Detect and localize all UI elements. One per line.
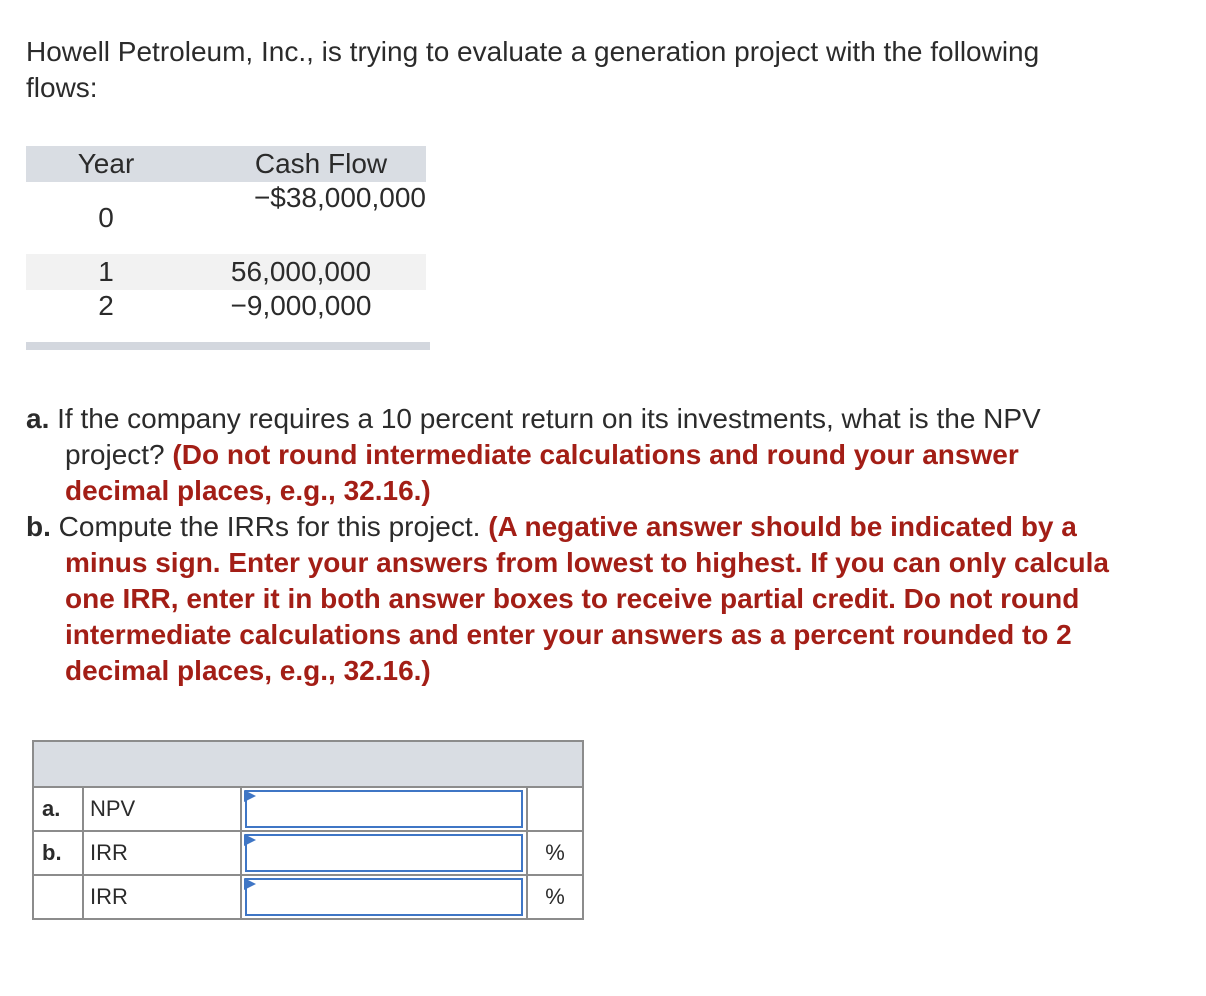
problem-intro [26,34,1196,106]
question-b [26,509,1206,689]
question-a-label: a. [26,403,50,434]
cash-flow-cell-0: −$38,000,000 [253,182,426,213]
answer-row-npv [33,787,583,831]
question-a-instruction-line-2: decimal places, e.g., 32.16.) [65,475,431,506]
year-cell-0: 0 [98,202,114,233]
cash-flow-table [26,144,430,352]
cash-flow-bottom-rule [26,342,430,350]
question-b-text: Compute the IRRs for this project. [58,511,489,542]
answer-row-irr-1 [33,831,583,875]
row-label: IRR [83,875,241,919]
npv-input-cell [241,787,527,831]
answer-table-header [33,741,583,787]
irr-2-input[interactable] [245,878,523,916]
input-flag-icon [244,878,256,890]
question-b-instruction-line-4: intermediate calculations and enter your answers as a percent rounded to 2 [65,619,1072,650]
year-cell-1: 1 [98,256,114,287]
percent-unit: % [527,831,583,875]
question-a [26,401,1206,509]
header-year: Year [77,148,135,179]
row-unit [527,787,583,831]
irr-1-input-cell [241,831,527,875]
cash-flow-cell-2: −9,000,000 [230,290,372,321]
intro-line-2: flows: [26,72,98,103]
question-a-text-line-1: If the company requires a 10 percent return on its investments, what is the NPV [57,403,1041,434]
row-label: IRR [83,831,241,875]
question-b-instruction-line-3: one IRR, enter it in both answer boxes to receive partial credit. Do not round [65,583,1080,614]
intro-line-1: Howell Petroleum, Inc., is trying to evaluate a generation project with the following [26,36,1040,67]
percent-unit: % [527,875,583,919]
question-b-instruction-line-2: minus sign. Enter your answers from lowest to highest. If you can only calcula [65,547,1109,578]
npv-input[interactable] [245,790,523,828]
answer-row-irr-2 [33,875,583,919]
input-flag-icon [244,790,256,802]
row-letter: b. [33,831,83,875]
question-b-instruction-line-5: decimal places, e.g., 32.16.) [65,655,431,686]
header-cash-flow: Cash Flow [254,148,388,179]
row-letter [33,875,83,919]
answer-table [32,740,584,920]
input-flag-icon [244,834,256,846]
question-b-instruction-line-1: (A negative answer should be indicated by a [488,511,1077,542]
row-letter: a. [33,787,83,831]
answer-table-header-cell [33,741,583,787]
year-cell-2: 2 [98,290,114,321]
question-b-label: b. [26,511,51,542]
irr-2-input-cell [241,875,527,919]
irr-1-input[interactable] [245,834,523,872]
row-label: NPV [83,787,241,831]
question-a-instruction-line-1: (Do not round intermediate calculations and round your answer [172,439,1019,470]
cash-flow-cell-1: 56,000,000 [230,256,372,287]
question-a-text-line-2: project? [65,439,173,470]
